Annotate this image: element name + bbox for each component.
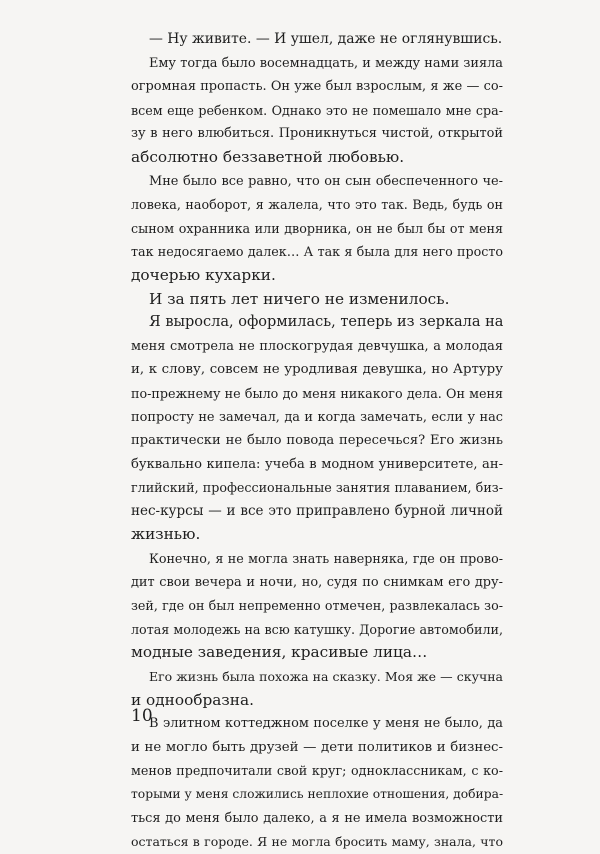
body-text [131,28,503,854]
text-line: лотая молодежь на всю катушку. Дорогие автомобили, [131,621,503,637]
text-line: и не могло быть друзей — дети политиков и бизнес- [131,739,503,755]
text-line: Я выросла, оформилась, теперь из зеркала на [149,314,504,331]
text-line: Его жизнь была похожа на сказку. Моя же — скучна [149,669,503,685]
text-line: всем еще ребенком. Однако это не помешало мне сра- [131,102,503,118]
text-line: модные заведения, красивые лица… [131,643,428,662]
text-line: жизнью. [131,525,201,544]
text-line: практически не было повода пересечься? Его жизнь [131,433,503,449]
text-line: Ему тогда было восемнадцать, и между нами зияла [149,55,503,71]
text-line: менов предпочитали свой круг; одноклассникам, с ко- [131,763,503,779]
text-line: дит свои вечера и ночи, но, судя по снимкам его дру- [131,574,503,590]
text-line: буквально кипела: учеба в модном университете, ан- [131,456,503,472]
text-line: ться до меня было далеко, а я не имела возможности [131,810,503,826]
text-line: сыном охранника или дворника, он не был бы от меня [131,220,503,236]
text-line: абсолютно беззаветной любовью. [131,147,405,166]
text-line: попросту не замечал, да и когда замечать, если у нас [131,409,503,425]
text-line: зу в него влюбиться. Проникнуться чистой, открытой [131,126,503,142]
text-line: И за пять лет ничего не изменилось. [149,289,450,308]
text-line: остаться в городе. Я не могла бросить маму, знала, что [131,834,503,850]
text-line: торыми у меня сложились неплохие отношения, добира- [131,787,504,801]
text-line: Мне было все равно, что он сын обеспеченного че- [149,173,503,189]
text-line: нес-курсы — и все это приправлено бурной личной [131,502,503,519]
page-number: 10 [131,706,153,726]
text-line: — Ну живите. — И ушел, даже не оглянувшись. [149,31,503,47]
text-line: зей, где он был непременно отмечен, развлекалась зо- [131,598,503,614]
text-line: дочерью кухарки. [131,265,276,284]
text-line: и однообразна. [131,690,254,709]
text-line: так недосягаемо далек… А так я была для него просто [131,244,503,260]
text-line: Конечно, я не могла знать наверняка, где он прово- [149,551,503,567]
text-line: и, к слову, совсем не уродливая девушка, но Артуру [131,362,503,378]
text-line: В элитном коттеджном поселке у меня не было, да [149,716,503,732]
text-line: огромная пропасть. Он уже был взрослым, я же — со- [131,79,503,95]
text-line: меня смотрела не плоскогрудая девчушка, а молодая [131,338,503,354]
text-line: по-прежнему не было до меня никакого дела. Он меня [131,385,503,401]
text-line: глийский, профессиональные занятия плаванием, биз- [131,480,503,496]
text-line: ловека, наоборот, я жалела, что это так. Ведь, будь он [131,197,503,213]
